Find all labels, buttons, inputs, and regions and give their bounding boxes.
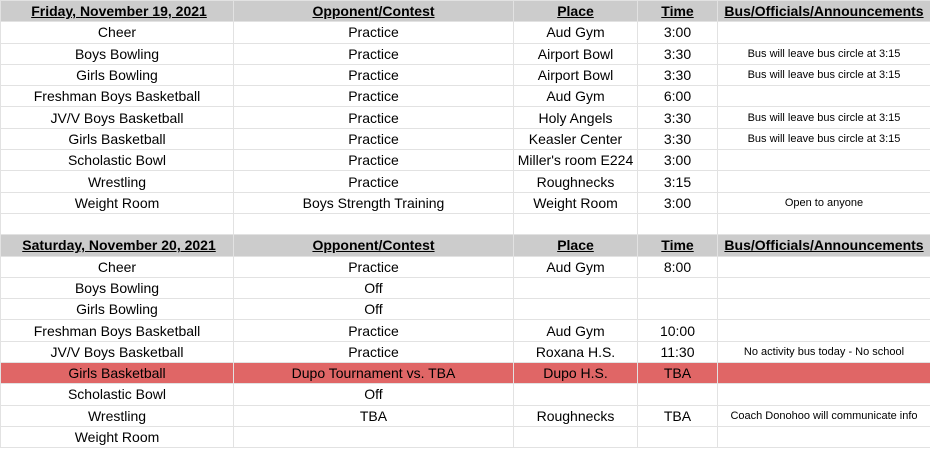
notes-header[interactable]: Bus/Officials/Announcements [718, 1, 930, 22]
friday-header-row [1, 1, 930, 22]
place-cell[interactable]: Dupo H.S. [514, 363, 638, 384]
team-cell[interactable]: JV/V Boys Basketball [1, 107, 234, 128]
team-cell[interactable]: JV/V Boys Basketball [1, 341, 234, 362]
time-cell[interactable]: 3:00 [638, 192, 718, 213]
place-cell[interactable]: Holy Angels [514, 107, 638, 128]
saturday-header-row [1, 235, 930, 256]
notes-cell[interactable] [718, 256, 930, 277]
place-cell[interactable]: Weight Room [514, 192, 638, 213]
opponent-cell[interactable]: Boys Strength Training [234, 192, 514, 213]
time-cell[interactable]: 3:00 [638, 22, 718, 43]
team-cell[interactable]: Cheer [1, 22, 234, 43]
spacer-row [1, 213, 930, 234]
table-row [1, 426, 930, 447]
opponent-cell[interactable]: Dupo Tournament vs. TBA [234, 363, 514, 384]
time-header[interactable]: Time [638, 235, 718, 256]
place-cell[interactable]: Roughnecks [514, 405, 638, 426]
table-row [1, 320, 930, 341]
notes-cell[interactable] [718, 320, 930, 341]
notes-cell[interactable]: Bus will leave bus circle at 3:15 [718, 107, 930, 128]
table-row [1, 150, 930, 171]
table-row [1, 64, 930, 85]
team-cell[interactable]: Weight Room [1, 192, 234, 213]
notes-cell[interactable] [718, 299, 930, 320]
time-cell[interactable]: 6:00 [638, 86, 718, 107]
time-cell[interactable]: 10:00 [638, 320, 718, 341]
team-cell[interactable]: Freshman Boys Basketball [1, 86, 234, 107]
time-cell[interactable] [638, 277, 718, 298]
time-cell[interactable]: TBA [638, 363, 718, 384]
team-cell[interactable]: Wrestling [1, 171, 234, 192]
notes-cell[interactable] [718, 426, 930, 447]
team-cell[interactable]: Girls Basketball [1, 363, 234, 384]
opponent-cell[interactable]: Practice [234, 171, 514, 192]
team-cell[interactable]: Boys Bowling [1, 43, 234, 64]
time-cell[interactable]: 3:30 [638, 107, 718, 128]
place-cell[interactable]: Aud Gym [514, 86, 638, 107]
place-cell[interactable]: Aud Gym [514, 22, 638, 43]
place-cell[interactable]: Aud Gym [514, 256, 638, 277]
notes-cell[interactable]: Open to anyone [718, 192, 930, 213]
empty-cell[interactable] [718, 213, 930, 234]
place-cell[interactable]: Airport Bowl [514, 64, 638, 85]
team-cell[interactable]: Girls Bowling [1, 299, 234, 320]
notes-cell[interactable]: Bus will leave bus circle at 3:15 [718, 64, 930, 85]
table-row [1, 277, 930, 298]
opponent-header[interactable]: Opponent/Contest [234, 235, 514, 256]
time-cell[interactable] [638, 299, 718, 320]
friday-date-header[interactable]: Friday, November 19, 2021 [1, 1, 234, 22]
notes-cell[interactable] [718, 277, 930, 298]
time-cell[interactable] [638, 426, 718, 447]
time-cell[interactable]: 3:30 [638, 64, 718, 85]
notes-cell[interactable] [718, 384, 930, 405]
table-row [1, 22, 930, 43]
table-row [1, 384, 930, 405]
opponent-cell[interactable]: Practice [234, 256, 514, 277]
place-cell[interactable] [514, 426, 638, 447]
place-cell[interactable] [514, 277, 638, 298]
team-cell[interactable]: Scholastic Bowl [1, 150, 234, 171]
opponent-cell[interactable]: Practice [234, 150, 514, 171]
notes-header[interactable]: Bus/Officials/Announcements [718, 235, 930, 256]
opponent-cell[interactable]: Practice [234, 86, 514, 107]
team-cell[interactable]: Girls Bowling [1, 64, 234, 85]
opponent-cell[interactable]: Practice [234, 64, 514, 85]
place-cell[interactable] [514, 384, 638, 405]
place-cell[interactable]: Keasler Center [514, 128, 638, 149]
table-row [1, 405, 930, 426]
team-cell[interactable]: Freshman Boys Basketball [1, 320, 234, 341]
time-cell[interactable]: 3:30 [638, 128, 718, 149]
empty-cell[interactable] [638, 213, 718, 234]
table-row [1, 128, 930, 149]
place-cell[interactable]: Roughnecks [514, 171, 638, 192]
opponent-cell[interactable] [234, 426, 514, 447]
team-cell[interactable]: Wrestling [1, 405, 234, 426]
opponent-header[interactable]: Opponent/Contest [234, 1, 514, 22]
time-header[interactable]: Time [638, 1, 718, 22]
saturday-date-header[interactable]: Saturday, November 20, 2021 [1, 235, 234, 256]
place-cell[interactable] [514, 299, 638, 320]
team-cell[interactable]: Boys Bowling [1, 277, 234, 298]
opponent-cell[interactable]: Practice [234, 22, 514, 43]
table-row [1, 43, 930, 64]
notes-cell[interactable]: No activity bus today - No school [718, 341, 930, 362]
empty-cell[interactable] [514, 213, 638, 234]
opponent-cell[interactable]: Off [234, 299, 514, 320]
opponent-cell[interactable]: Off [234, 277, 514, 298]
time-cell[interactable]: 3:00 [638, 150, 718, 171]
empty-cell[interactable] [234, 213, 514, 234]
place-cell[interactable]: Roxana H.S. [514, 341, 638, 362]
table-row [1, 171, 930, 192]
highlighted-row [1, 363, 930, 384]
time-cell[interactable]: TBA [638, 405, 718, 426]
opponent-cell[interactable]: Practice [234, 107, 514, 128]
opponent-cell[interactable]: Off [234, 384, 514, 405]
opponent-cell[interactable]: Practice [234, 128, 514, 149]
table-row [1, 256, 930, 277]
notes-cell[interactable]: Bus will leave bus circle at 3:15 [718, 43, 930, 64]
notes-cell[interactable] [718, 22, 930, 43]
table-row [1, 341, 930, 362]
notes-cell[interactable] [718, 171, 930, 192]
time-cell[interactable]: 11:30 [638, 341, 718, 362]
opponent-cell[interactable]: TBA [234, 405, 514, 426]
notes-cell[interactable] [718, 86, 930, 107]
opponent-cell[interactable]: Practice [234, 341, 514, 362]
notes-cell[interactable] [718, 363, 930, 384]
table-row [1, 299, 930, 320]
team-cell[interactable]: Weight Room [1, 426, 234, 447]
place-cell[interactable]: Airport Bowl [514, 43, 638, 64]
time-cell[interactable]: 3:30 [638, 43, 718, 64]
time-cell[interactable]: 3:15 [638, 171, 718, 192]
team-cell[interactable]: Girls Basketball [1, 128, 234, 149]
place-header[interactable]: Place [514, 235, 638, 256]
opponent-cell[interactable]: Practice [234, 43, 514, 64]
opponent-cell[interactable]: Practice [234, 320, 514, 341]
notes-cell[interactable]: Bus will leave bus circle at 3:15 [718, 128, 930, 149]
place-cell[interactable]: Miller's room E224 [514, 150, 638, 171]
empty-cell[interactable] [1, 213, 234, 234]
table-row [1, 107, 930, 128]
time-cell[interactable] [638, 384, 718, 405]
table-row [1, 192, 930, 213]
place-cell[interactable]: Aud Gym [514, 320, 638, 341]
team-cell[interactable]: Scholastic Bowl [1, 384, 234, 405]
team-cell[interactable]: Cheer [1, 256, 234, 277]
notes-cell[interactable] [718, 150, 930, 171]
time-cell[interactable]: 8:00 [638, 256, 718, 277]
notes-cell[interactable]: Coach Donohoo will communicate info [718, 405, 930, 426]
table-row [1, 86, 930, 107]
place-header[interactable]: Place [514, 1, 638, 22]
